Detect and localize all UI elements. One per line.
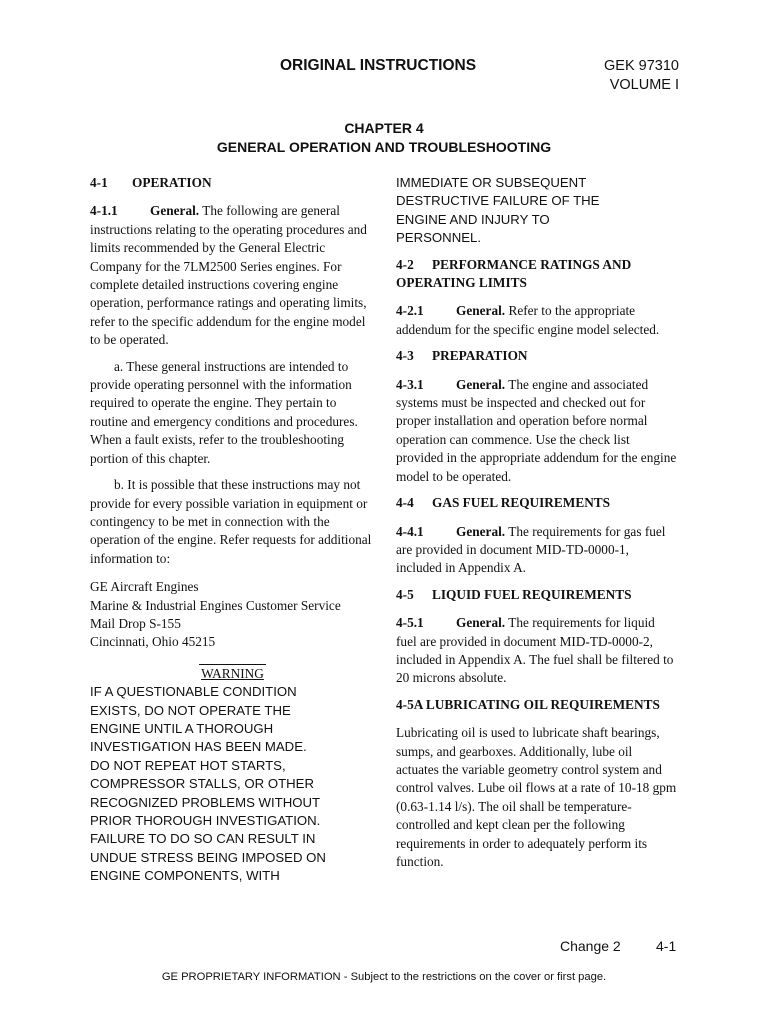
section-number: 4-5	[396, 586, 414, 602]
address-line: Cincinnati, Ohio 45215	[90, 634, 216, 650]
document-number: GEK 97310	[604, 58, 679, 74]
section-body: Refer to the appropriate addendum for the specific engine model selected.	[396, 303, 660, 337]
page-number: 4-1	[656, 938, 677, 954]
address-line: Mail Drop S-155	[90, 615, 181, 631]
page-header-title: ORIGINAL INSTRUCTIONS	[280, 57, 477, 74]
contact-address	[90, 578, 375, 652]
chapter-title: GENERAL OPERATION AND TROUBLESHOOTING	[216, 139, 552, 155]
section-4-5a-body: Lubricating oil is used to lubricate shaft bearings, sumps, and gearboxes. Additionally, lube oil actuates the variable geometry control system and control valves. Lube oil flows at a rate of 10-18 gpm (0.63-1.14 l/s). The oil shall be temperature-controlled and kept clean per the following requirements in order to adequately perform its function.	[396, 725, 677, 869]
address-line: GE Aircraft Engines	[90, 579, 199, 595]
section-number: 4-3	[396, 348, 414, 364]
proprietary-notice: GE PROPRIETARY INFORMATION - Subject to the restrictions on the cover or first page.	[161, 971, 607, 983]
warning-label: WARNING	[199, 664, 266, 683]
section-heading-4-1	[90, 174, 375, 192]
section-title: General.	[150, 203, 200, 219]
section-title: GAS FUEL REQUIREMENTS	[432, 495, 611, 511]
paragraph-b: b. It is possible that these instructions may not provide for every possible variation in equipment or contingency to be met in connection with the operation of the engine. Refer requests for additional information to:	[90, 477, 372, 566]
section-4-5-1	[396, 614, 678, 688]
section-number: 4-4	[396, 495, 414, 511]
section-title: General.	[456, 303, 506, 319]
section-title: General.	[456, 523, 506, 539]
warning-text: IF A QUESTIONABLE CONDITION EXISTS, DO NOT OPERATE THE ENGINE UNTIL A THOROUGH INVESTIGATION HAS BEEN MADE. DO NOT REPEAT HOT STARTS, COMPRESSOR STALLS, OR OTHER RECOGNIZED PROBLEMS WITHOUT PRIOR THOROUGH INVESTIGATION. FAILURE TO DO SO CAN RESULT IN UNDUE STRESS BEING IMPOSED ON ENGINE COMPONENTS, WITH	[90, 684, 326, 884]
section-title: PERFORMANCE RATINGS AND OPERATING LIMITS	[396, 256, 632, 291]
chapter-heading	[120, 119, 648, 157]
section-number: 4-4.1	[396, 523, 424, 539]
section-body: The requirements for gas fuel are provided in document MID-TD-0000-1, included in Appendix A.	[396, 523, 666, 576]
section-title: LIQUID FUEL REQUIREMENTS	[432, 586, 632, 602]
section-4-1-1	[90, 202, 375, 349]
section-heading-4-5a: 4-5A LUBRICATING OIL REQUIREMENTS	[396, 696, 660, 712]
section-title: OPERATION	[132, 175, 212, 190]
section-number: 4-2	[396, 256, 414, 272]
section-heading-4-4	[396, 494, 678, 512]
section-title: PREPARATION	[432, 348, 528, 364]
section-number: 4-2.1	[396, 303, 424, 319]
section-number: 4-1	[90, 175, 108, 190]
section-body: The following are general instructions relating to the operating procedures and limits recommended by the General Electric Company for the 7LM2500 Series engines. For complete detailed instructions covering engine operation, performance ratings and operating limits, refer to the specific addendum for the engine model to be operated.	[90, 203, 367, 348]
paragraph-a: a. These general instructions are intended to provide operating personnel with the information required to operate the engine. They pertain to routine and emergency conditions and procedures. When a fault exists, refer to the troubleshooting portion of this chapter.	[90, 358, 358, 466]
warning-box	[90, 664, 375, 683]
section-body: The requirements for liquid fuel are provided in document MID-TD-0000-2, included in Appendix A. The fuel shall be filtered to 20 microns absolute.	[396, 615, 674, 686]
section-4-2-1	[396, 302, 678, 339]
chapter-number: CHAPTER 4	[344, 120, 424, 136]
section-title: General.	[456, 615, 506, 631]
section-number: 4-1.1	[90, 203, 118, 219]
warning-text-continued: IMMEDIATE OR SUBSEQUENT DESTRUCTIVE FAILURE OF THE ENGINE AND INJURY TO PERSONNEL.	[396, 175, 600, 246]
section-heading-4-2	[396, 256, 678, 293]
left-column	[90, 174, 375, 886]
document-identifier	[600, 57, 679, 95]
volume-label: VOLUME I	[609, 77, 679, 93]
section-heading-4-3	[396, 347, 678, 365]
section-body: The engine and associated systems must be inspected and checked out for proper installation and operation before normal operation can commence. Use the check list provided in the appropriate addendum for the engine model to be operated.	[396, 376, 677, 484]
section-4-3-1	[396, 376, 678, 486]
address-line: Marine & Industrial Engines Customer Service	[90, 597, 341, 613]
right-column	[396, 174, 678, 871]
section-number: 4-3.1	[396, 376, 424, 392]
change-number: Change 2	[560, 938, 621, 954]
section-heading-4-5	[396, 586, 678, 604]
section-title: General.	[456, 376, 506, 392]
section-number: 4-5.1	[396, 615, 424, 631]
section-4-4-1	[396, 523, 678, 578]
